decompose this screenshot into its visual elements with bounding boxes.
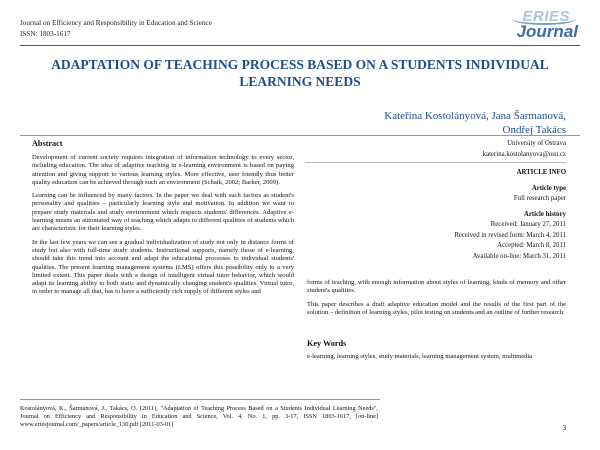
abstract-heading: Abstract — [32, 139, 63, 148]
history-revised: Received in revised form: March 4, 2011 — [454, 231, 566, 239]
abstract-paragraph: In the last few years we can see a gradual individualization of study not only in distance forms of study but also with full-time study students. Instructional supports, namely those of e-learning, should take this trend into account and adapt the educational processes to individual students' qualities. The present learning management systems (LMS) offers this possibility only to a very limited extent. This paper deals with a design of intelligent virtual tutor behavior, which would adapt its learning ability to both static and dynamically changing student's qualities. Virtual tutor, in order to manage all that, has to have a sufficiently rich supply of different styles and — [32, 238, 294, 296]
authors-line-1: Kateřina Kostolányová, Jana Šarmanová, — [384, 110, 566, 122]
keywords-text: e-learning, learning styles, study materials, learning management system, multimedia — [307, 353, 533, 360]
journal-name: Journal on Efficiency and Responsibility in Education and Science — [20, 19, 212, 27]
article-info — [416, 168, 566, 262]
authors — [384, 109, 566, 137]
article-type-value: Full research paper — [513, 195, 566, 202]
affiliation — [483, 138, 566, 160]
abstract-continuation — [307, 279, 566, 322]
eries-journal-logo — [508, 8, 578, 44]
logo-bottom-text: Journal — [516, 22, 578, 41]
header-divider — [20, 45, 580, 46]
journal-header — [20, 18, 212, 40]
history-online: Available on-line: March 31, 2011 — [472, 252, 566, 260]
paper-title: ADAPTATION OF TEACHING PROCESS BASED ON A STUDENTS INDIVIDUAL LEARNING NEEDS — [51, 57, 549, 89]
authors-line-2: Ondřej Takács — [502, 124, 566, 136]
abstract-paragraph: Development of current society requires integration of information technology to every sector, including education. The idea of adaptive teaching in e-learning environment is based on paying attention and giving support to various learning styles. More effective, user friendly thus better quality education can be achieved through such an environment (Schaik, 2002; Barker, 2009). — [32, 154, 294, 186]
citation: Kostolányová, K., Šarmanová, J., Takács, O. (2011), "Adaptation of Teaching Process Based on a Students Individual Learning Needs", Journal on Efficiency and Responsibility in Education and Science, Vol. 4, No. 1, pp. 3-17, ISSN 1803-1617, [on-line] www.eriesjournal.com/_papers/article_130.pdf [2011-03-01] — [20, 405, 378, 428]
title-divider — [20, 135, 580, 136]
history-received: Received: January 27, 2011 — [490, 221, 566, 228]
footer-divider — [20, 399, 380, 400]
article-info-divider — [305, 162, 566, 163]
abstract-body — [32, 154, 294, 302]
article-info-heading: ARTICLE INFO — [516, 169, 566, 176]
article-type-heading: Article type — [531, 184, 566, 192]
article-history-heading: Article history — [523, 210, 566, 218]
logo-top-text: ERIES — [522, 8, 570, 25]
abstract-paragraph: forms of teaching, with enough information about styles of learning, kinds of memory and other student's qualities. — [307, 279, 566, 295]
abstract-paragraph: This paper describes a draft adaptive education model and the results of the first part of the solution – definition of learning styles, pilot testing on students and an outline of further research. — [307, 300, 566, 316]
author-email: katerina.kostolanyova@osu.cz — [482, 151, 566, 158]
history-accepted: Accepted: March 8, 2011 — [497, 242, 566, 249]
abstract-paragraph: Learning can be influenced by many factors. In the paper we deal with such factors as student's personality and qualities – particularly learning style and motivation. In addition we want to prepare study materials and study environment which respects students' differences. Adaptive e-learning means an automated way of teaching which adapts to different qualities of students which are characteristic for their learning styles. — [32, 192, 294, 233]
journal-issn: ISSN: 1803-1617 — [20, 30, 71, 38]
university: University of Ostrava — [507, 140, 566, 147]
keywords-heading: Key Words — [307, 339, 347, 348]
page-number: 3 — [562, 424, 566, 432]
